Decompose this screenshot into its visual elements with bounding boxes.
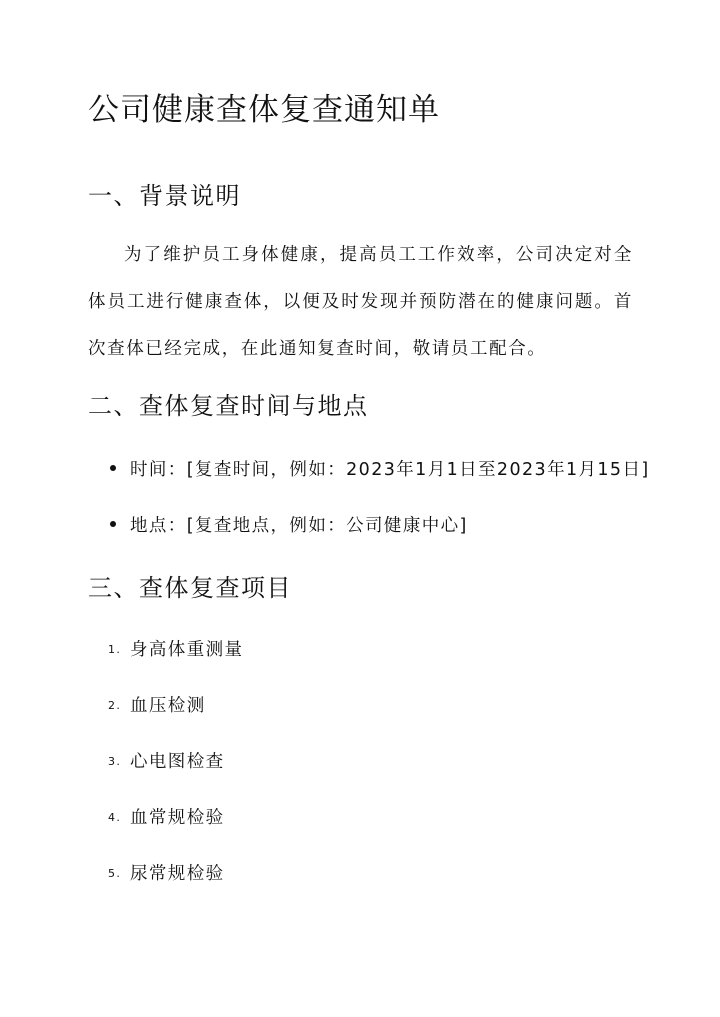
list-item-checkup bbox=[108, 692, 206, 717]
list-item-time bbox=[110, 456, 650, 481]
bullet-icon bbox=[110, 521, 116, 527]
document-title: 公司健康查体复查通知单 bbox=[88, 92, 440, 128]
list-item-text: 身高体重测量 bbox=[130, 640, 244, 660]
list-item-checkup bbox=[108, 748, 225, 773]
list-item-text: 血压检测 bbox=[130, 696, 206, 716]
section-heading-time-location: 二、查体复查时间与地点 bbox=[88, 392, 369, 420]
list-number: 2. bbox=[108, 698, 122, 712]
list-item-text: 尿常规检验 bbox=[130, 864, 225, 884]
list-item-location bbox=[110, 512, 468, 537]
list-number: 3. bbox=[108, 754, 122, 768]
section-heading-items: 三、查体复查项目 bbox=[88, 574, 292, 602]
section-heading-background: 一、背景说明 bbox=[88, 182, 241, 210]
list-item-checkup bbox=[108, 636, 243, 661]
list-item-text: 地点：[复查地点，例如：公司健康中心] bbox=[130, 516, 468, 536]
list-number: 5. bbox=[108, 866, 122, 880]
background-paragraph: 为了维护员工身体健康，提高员工工作效率，公司决定对全体员工进行健康查体，以便及时发现并预防潜在的健康问题。首次查体已经完成，在此通知复查时间，敬请员工配合。 bbox=[88, 245, 633, 359]
list-item-text: 血常规检验 bbox=[130, 808, 225, 828]
list-item-checkup bbox=[108, 860, 225, 885]
list-number: 4. bbox=[108, 810, 122, 824]
bullet-icon bbox=[110, 465, 116, 471]
list-item-checkup bbox=[108, 804, 225, 829]
list-item-text: 心电图检查 bbox=[130, 752, 225, 772]
list-item-text: 时间：[复查时间，例如：2023年1月1日至2023年1月15日] bbox=[130, 460, 650, 480]
list-number: 1. bbox=[108, 642, 122, 656]
